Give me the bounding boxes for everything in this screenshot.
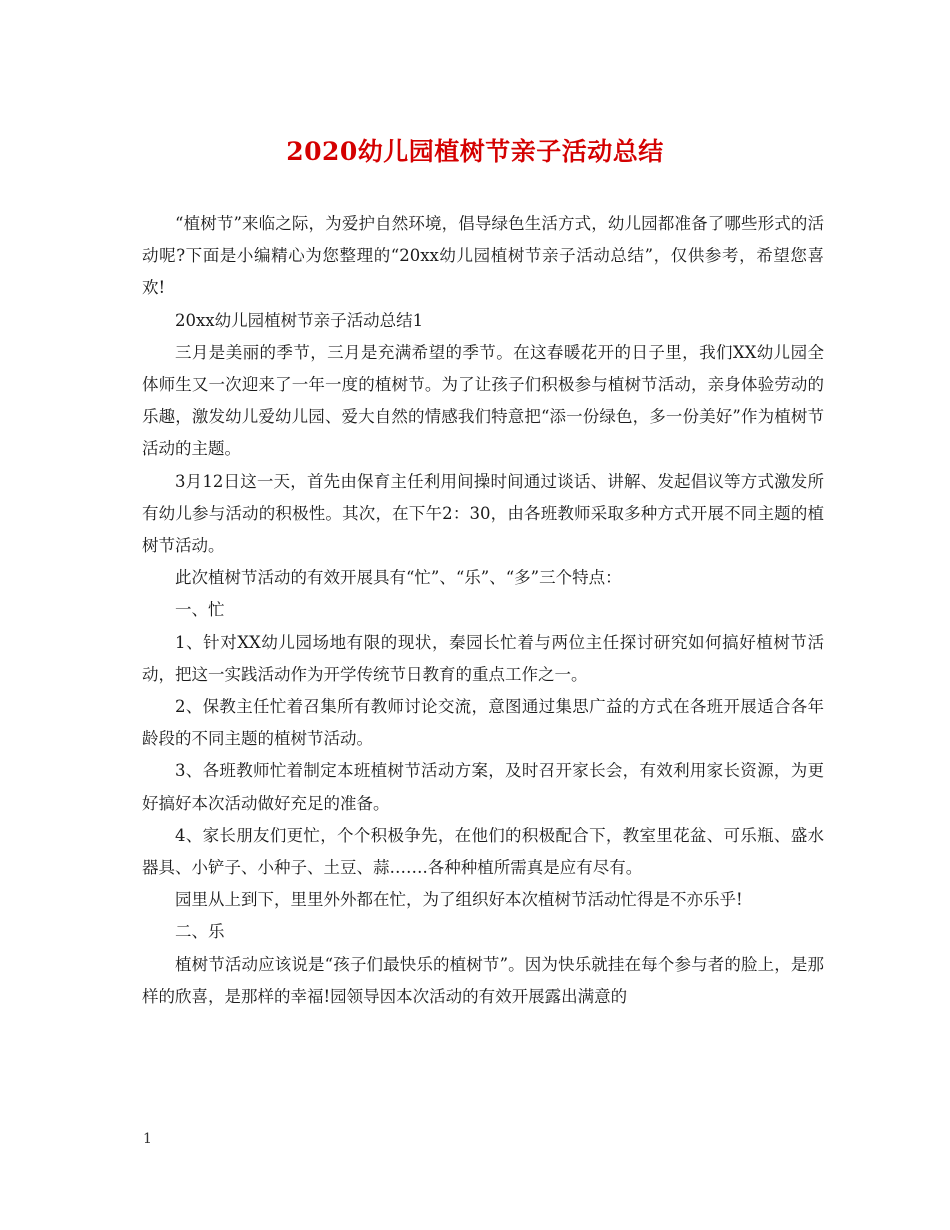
- page-number: 1: [143, 1131, 152, 1147]
- paragraph-subheading: 20xx幼儿园植树节亲子活动总结1: [175, 310, 424, 330]
- document-title: 2020幼儿园植树节亲子活动总结: [286, 137, 664, 166]
- paragraph: 1、针对XX幼儿园场地有限的现状，秦园长忙着与两位主任探讨研究如何搞好植树节活动，把这一实践活动作为开学传统节日教育的重点工作之一。: [142, 632, 824, 684]
- paragraph: 园里从上到下，里里外外都在忙，为了组织好本次植树节活动忙得是不亦乐乎!: [175, 890, 743, 910]
- paragraph: 4、家长朋友们更忙，个个积极争先，在他们的积极配合下，教室里花盆、可乐瓶、盛水器具、小铲子、小种子、土豆、蒜…….各种种植所需真是应有尽有。: [142, 825, 824, 878]
- paragraph: 3月12日这一天，首先由保育主任利用间操时间通过谈话、讲解、发起倡议等方式激发所有幼儿参与活动的积极性。其次，在下午2：30，由各班教师采取多种方式开展不同主题的植树节活动。: [142, 471, 824, 556]
- document-body: [142, 208, 824, 1013]
- paragraph-intro: “植树节”来临之际，为爱护自然环境，倡导绿色生活方式，幼儿园都准备了哪些形式的活动呢?下面是小编精心为您整理的“20xx幼儿园植树节亲子活动总结”，仅供参考，希望您喜欢!: [142, 214, 824, 298]
- section-heading-busy: 一、忙: [175, 600, 225, 620]
- section-heading-joy: 二、乐: [175, 922, 225, 942]
- paragraph: 植树节活动应该说是“孩子们最快乐的植树节”。因为快乐就挂在每个参与者的脸上，是那样的欣喜，是那样的幸福!园领导因本次活动的有效开展露出满意的: [142, 954, 824, 1006]
- paragraph: 2、保教主任忙着召集所有教师讨论交流，意图通过集思广益的方式在各班开展适合各年龄段的不同主题的植树节活动。: [142, 697, 824, 749]
- paragraph: 3、各班教师忙着制定本班植树节活动方案，及时召开家长会，有效利用家长资源，为更好搞好本次活动做好充足的准备。: [142, 761, 824, 813]
- paragraph: 此次植树节活动的有效开展具有“忙”、“乐”、“多”三个特点：: [175, 568, 622, 588]
- paragraph: 三月是美丽的季节，三月是充满希望的季节。在这春暖花开的日子里，我们XX幼儿园全体师生又一次迎来了一年一度的植树节。为了让孩子们积极参与植树节活动，亲身体验劳动的乐趣，激发幼儿爱幼儿园、爱大自然的情感我们特意把“添一份绿色，多一份美好”作为植树节活动的主题。: [142, 342, 824, 459]
